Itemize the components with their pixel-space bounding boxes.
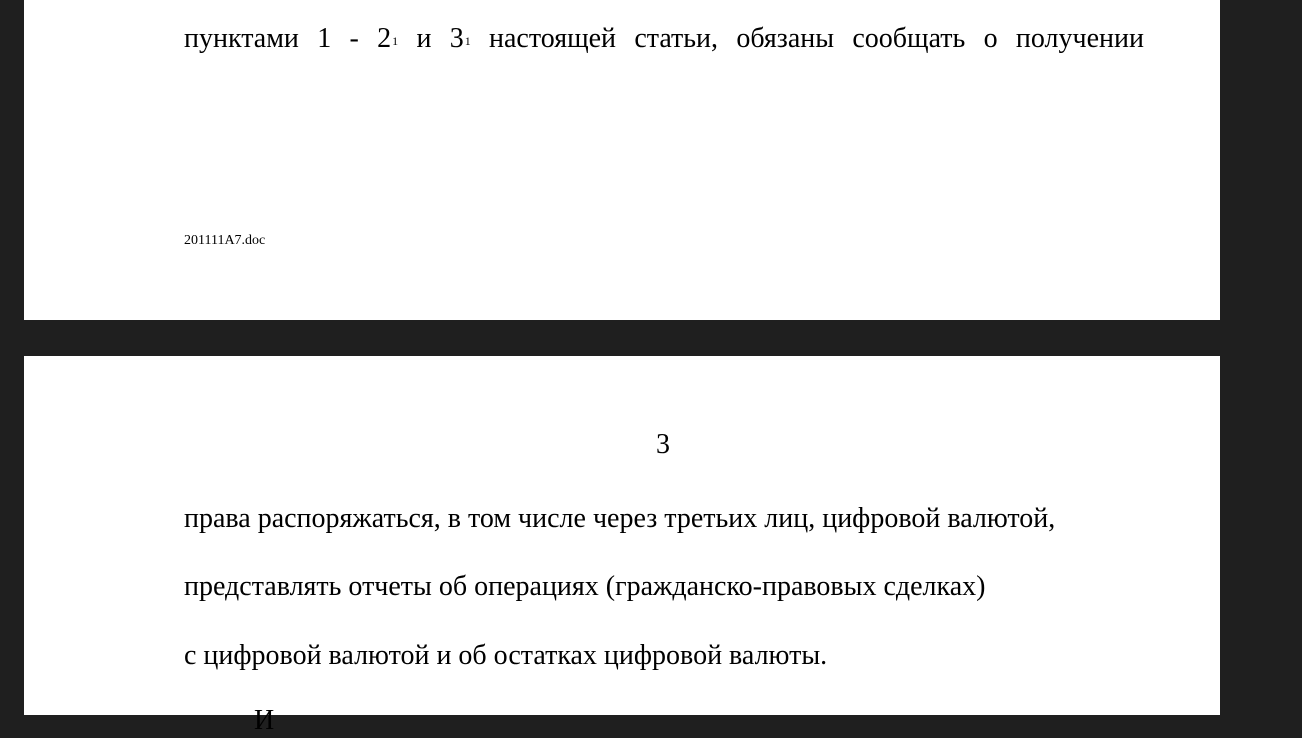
word: настоящей: [489, 23, 617, 54]
word-with-superscript: [377, 22, 398, 56]
text-line: представлять отчеты об операциях (гражданско-правовых сделках): [184, 571, 986, 602]
superscript: 1: [464, 34, 471, 48]
text-line: [184, 22, 1144, 56]
page-number: 3: [656, 429, 670, 460]
document-page: [24, 356, 1220, 736]
word: пунктами: [184, 23, 299, 54]
word: получении: [1015, 23, 1144, 54]
word: о: [983, 23, 998, 54]
word: и: [416, 23, 432, 54]
footer-filename: 201111A7.doc: [184, 233, 266, 248]
word: 1: [317, 23, 332, 54]
text-line: права распоряжаться, в том числе через третьих лиц, цифровой валютой,: [184, 503, 1056, 534]
word: статьи,: [634, 23, 719, 54]
word-with-superscript: [450, 22, 471, 56]
text-line: с цифровой валютой и об остатках цифровой валюты.: [184, 640, 828, 671]
word: 2: [377, 23, 392, 54]
word: 3: [449, 23, 464, 54]
clipped-text-line: И: [254, 705, 275, 736]
word: сообщать: [852, 23, 966, 54]
superscript: 1: [392, 34, 399, 48]
document-page: [24, 0, 1220, 320]
word: обязаны: [736, 23, 835, 54]
word: -: [349, 23, 359, 54]
